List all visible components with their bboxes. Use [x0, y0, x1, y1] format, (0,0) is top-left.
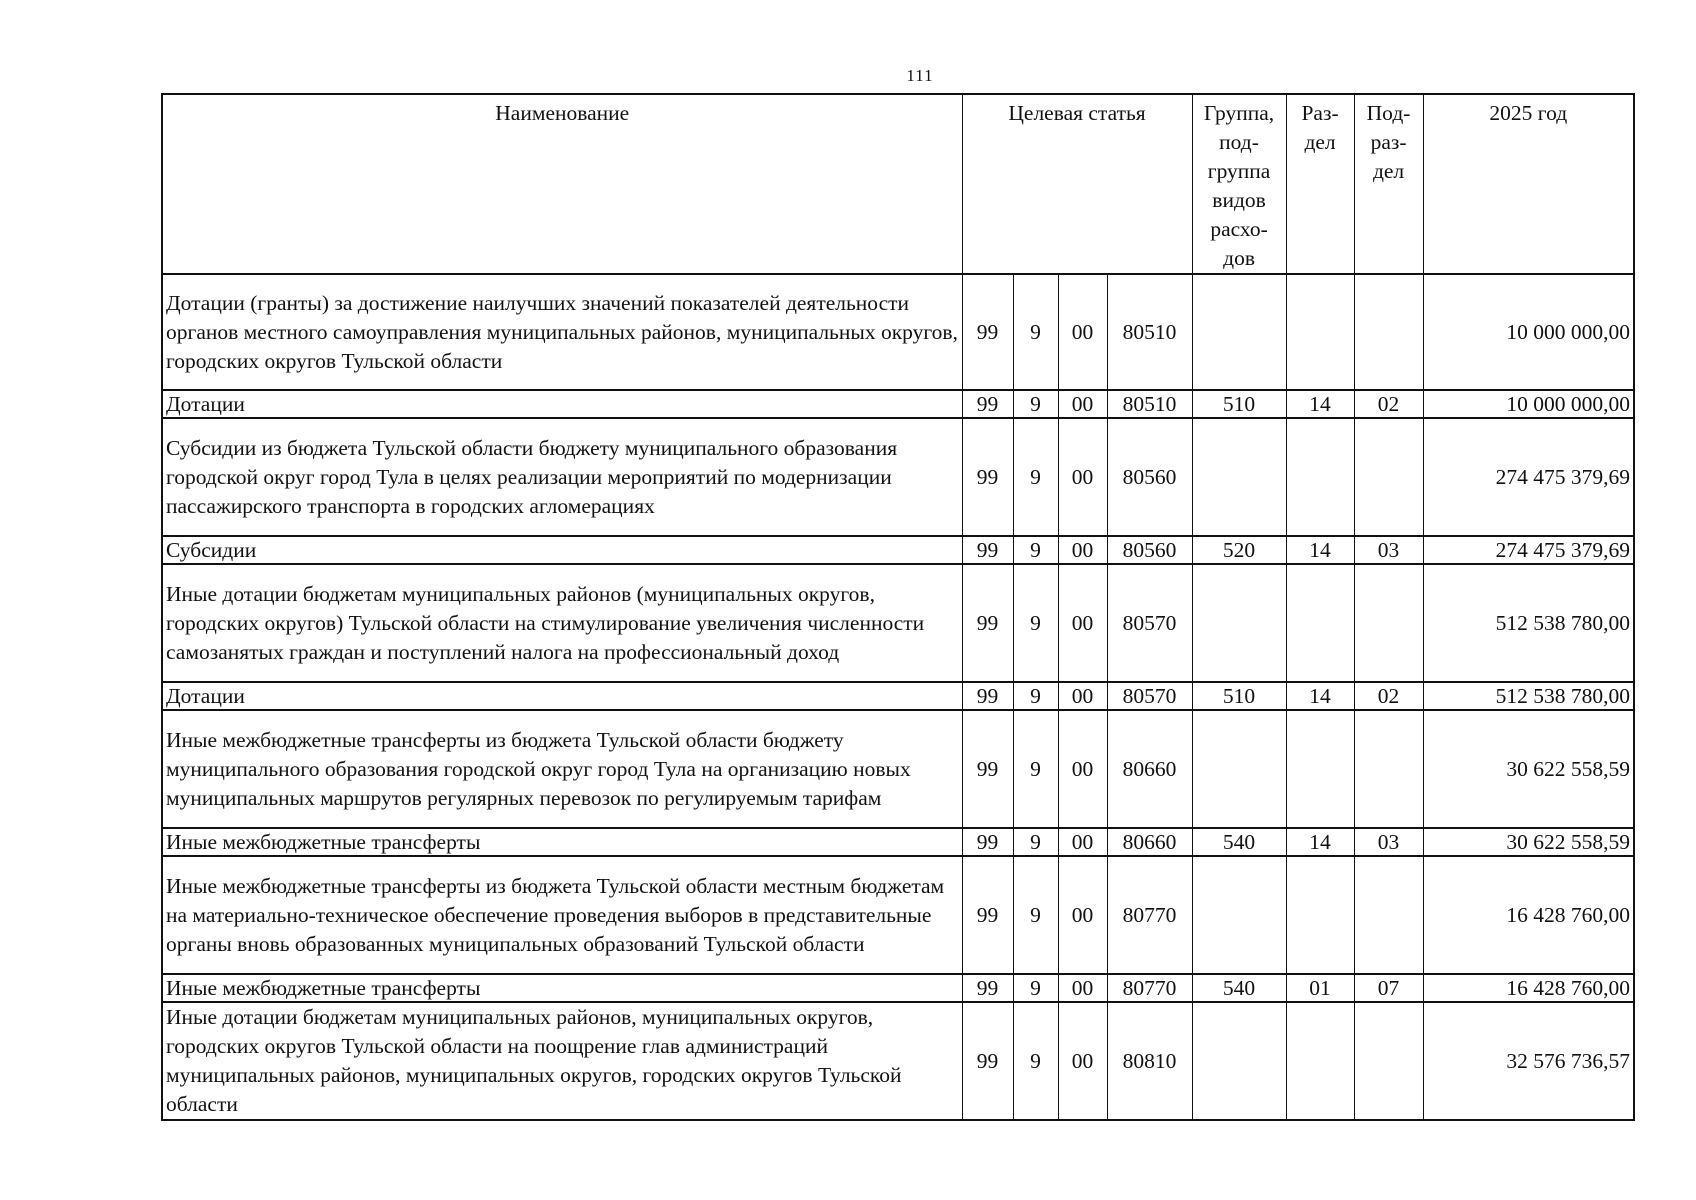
row-code-subprogram: 9 — [1013, 856, 1058, 974]
header-group: Группа, под-группа видов расхо-дов — [1192, 94, 1286, 274]
row-expense-group — [1192, 418, 1286, 536]
row-amount-2025: 512 538 780,00 — [1423, 564, 1634, 682]
row-code-direction: 00 — [1058, 710, 1107, 828]
row-subsection — [1354, 856, 1423, 974]
row-name: Субсидии из бюджета Тульской области бюджету муниципального образования городской округ город Тула в целях реализации мероприятий по модернизации пассажирского транспорта в городских агломерациях — [162, 418, 962, 536]
row-code-direction: 00 — [1058, 536, 1107, 564]
row-subsection — [1354, 1002, 1423, 1120]
row-name: Иные межбюджетные трансферты из бюджета Тульской области местным бюджетам на материально-техническое обеспечение проведения выборов в представительные органы вновь образованных муниципальных образований Тульской области — [162, 856, 962, 974]
row-expense-group: 540 — [1192, 974, 1286, 1002]
row-expense-group — [1192, 856, 1286, 974]
row-code-article: 80770 — [1107, 856, 1192, 974]
header-target-article: Целевая статья — [962, 94, 1192, 274]
row-section: 14 — [1286, 390, 1354, 418]
row-code-subprogram: 9 — [1013, 974, 1058, 1002]
row-code-subprogram: 9 — [1013, 564, 1058, 682]
row-section: 01 — [1286, 974, 1354, 1002]
row-code-article: 80560 — [1107, 536, 1192, 564]
row-code-subprogram: 9 — [1013, 682, 1058, 710]
row-amount-2025: 10 000 000,00 — [1423, 274, 1634, 390]
row-subsection — [1354, 418, 1423, 536]
row-code-program: 99 — [962, 564, 1013, 682]
row-name: Иные межбюджетные трансферты — [162, 828, 962, 856]
row-code-direction: 00 — [1058, 274, 1107, 390]
row-section — [1286, 1002, 1354, 1120]
row-code-subprogram: 9 — [1013, 1002, 1058, 1120]
row-code-program: 99 — [962, 418, 1013, 536]
row-expense-group — [1192, 710, 1286, 828]
table-row — [162, 856, 1634, 974]
row-subsection: 07 — [1354, 974, 1423, 1002]
row-code-subprogram: 9 — [1013, 390, 1058, 418]
row-amount-2025: 32 576 736,57 — [1423, 1002, 1634, 1120]
row-code-direction: 00 — [1058, 418, 1107, 536]
header-name: Наименование — [162, 94, 962, 274]
row-section: 14 — [1286, 682, 1354, 710]
row-code-subprogram: 9 — [1013, 536, 1058, 564]
row-code-article: 80510 — [1107, 274, 1192, 390]
row-code-direction: 00 — [1058, 390, 1107, 418]
row-name: Иные межбюджетные трансферты — [162, 974, 962, 1002]
row-expense-group: 540 — [1192, 828, 1286, 856]
table-row — [162, 682, 1634, 710]
row-amount-2025: 274 475 379,69 — [1423, 536, 1634, 564]
row-name: Дотации (гранты) за достижение наилучших значений показателей деятельности органов местного самоуправления муниципальных районов, муниципальных округов, городских округов Тульской области — [162, 274, 962, 390]
row-amount-2025: 30 622 558,59 — [1423, 710, 1634, 828]
budget-table — [161, 93, 1635, 1121]
row-code-article: 80510 — [1107, 390, 1192, 418]
row-code-subprogram: 9 — [1013, 274, 1058, 390]
table-row — [162, 274, 1634, 390]
row-name: Дотации — [162, 682, 962, 710]
row-code-program: 99 — [962, 710, 1013, 828]
row-expense-group: 520 — [1192, 536, 1286, 564]
row-code-direction: 00 — [1058, 564, 1107, 682]
row-section: 14 — [1286, 828, 1354, 856]
row-code-article: 80570 — [1107, 682, 1192, 710]
row-expense-group — [1192, 1002, 1286, 1120]
row-code-program: 99 — [962, 1002, 1013, 1120]
row-code-article: 80660 — [1107, 828, 1192, 856]
page-number: 111 — [906, 66, 934, 85]
row-amount-2025: 512 538 780,00 — [1423, 682, 1634, 710]
row-code-program: 99 — [962, 274, 1013, 390]
row-section: 14 — [1286, 536, 1354, 564]
table-row — [162, 974, 1634, 1002]
row-expense-group — [1192, 274, 1286, 390]
row-code-program: 99 — [962, 856, 1013, 974]
table-row — [162, 1002, 1634, 1120]
row-amount-2025: 30 622 558,59 — [1423, 828, 1634, 856]
row-code-direction: 00 — [1058, 974, 1107, 1002]
row-code-subprogram: 9 — [1013, 710, 1058, 828]
table-row — [162, 828, 1634, 856]
row-amount-2025: 10 000 000,00 — [1423, 390, 1634, 418]
header-subsection: Под-раз-дел — [1354, 94, 1423, 274]
row-code-article: 80770 — [1107, 974, 1192, 1002]
row-code-direction: 00 — [1058, 828, 1107, 856]
table-row — [162, 564, 1634, 682]
row-name: Иные дотации бюджетам муниципальных районов (муниципальных округов, городских округов) Тульской области на стимулирование увеличения численности самозанятых граждан и поступлений налога на профессиональный доход — [162, 564, 962, 682]
row-code-article: 80570 — [1107, 564, 1192, 682]
row-name: Иные дотации бюджетам муниципальных районов, муниципальных округов, городских округов Тульской области на поощрение глав администраций муниципальных районов, муниципальных округов, городских округов Тульской области — [162, 1002, 962, 1120]
row-code-subprogram: 9 — [1013, 828, 1058, 856]
row-amount-2025: 16 428 760,00 — [1423, 856, 1634, 974]
header-section: Раз-дел — [1286, 94, 1354, 274]
row-expense-group — [1192, 564, 1286, 682]
row-subsection: 03 — [1354, 828, 1423, 856]
row-code-article: 80560 — [1107, 418, 1192, 536]
row-subsection: 02 — [1354, 390, 1423, 418]
table-row — [162, 418, 1634, 536]
table-row — [162, 710, 1634, 828]
row-amount-2025: 274 475 379,69 — [1423, 418, 1634, 536]
row-section — [1286, 856, 1354, 974]
table-row — [162, 390, 1634, 418]
row-code-program: 99 — [962, 974, 1013, 1002]
row-code-article: 80810 — [1107, 1002, 1192, 1120]
table-row — [162, 536, 1634, 564]
row-expense-group: 510 — [1192, 390, 1286, 418]
row-subsection — [1354, 564, 1423, 682]
header-year: 2025 год — [1423, 94, 1634, 274]
row-code-direction: 00 — [1058, 682, 1107, 710]
row-name: Субсидии — [162, 536, 962, 564]
row-section — [1286, 710, 1354, 828]
row-expense-group: 510 — [1192, 682, 1286, 710]
row-code-program: 99 — [962, 828, 1013, 856]
table-header-row — [162, 94, 1634, 274]
row-subsection: 02 — [1354, 682, 1423, 710]
row-subsection — [1354, 710, 1423, 828]
row-subsection — [1354, 274, 1423, 390]
row-section — [1286, 418, 1354, 536]
row-section — [1286, 274, 1354, 390]
row-section — [1286, 564, 1354, 682]
row-subsection: 03 — [1354, 536, 1423, 564]
row-code-program: 99 — [962, 390, 1013, 418]
row-name: Дотации — [162, 390, 962, 418]
row-code-article: 80660 — [1107, 710, 1192, 828]
row-amount-2025: 16 428 760,00 — [1423, 974, 1634, 1002]
row-name: Иные межбюджетные трансферты из бюджета Тульской области бюджету муниципального образования городской округ город Тула на организацию новых муниципальных маршрутов регулярных перевозок по регулируемым тарифам — [162, 710, 962, 828]
row-code-program: 99 — [962, 536, 1013, 564]
row-code-direction: 00 — [1058, 1002, 1107, 1120]
row-code-program: 99 — [962, 682, 1013, 710]
row-code-subprogram: 9 — [1013, 418, 1058, 536]
row-code-direction: 00 — [1058, 856, 1107, 974]
